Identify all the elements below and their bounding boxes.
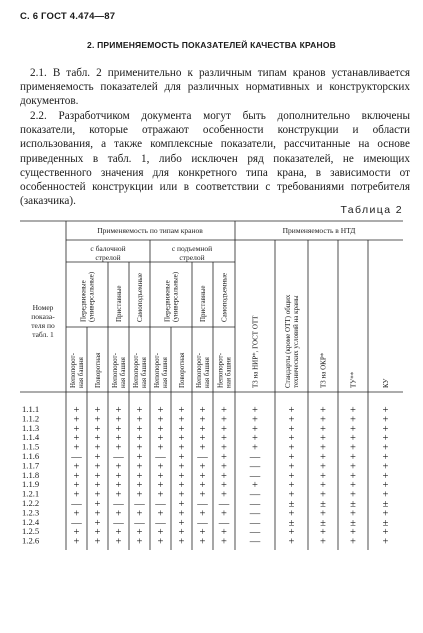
cell-mark: + [94,489,101,501]
row-number-header: Номер [32,303,54,312]
cell-mark: + [199,405,206,416]
cell-mark: + [199,489,206,501]
cell-mark: + [252,442,258,454]
cell-mark: + [320,433,326,445]
ntd-document-label: Стандарты (кроме ОТТ) общих [283,294,292,388]
cell-mark: + [136,423,143,435]
cell-mark: + [157,405,164,416]
tower-type-label: ная башня [118,357,127,388]
cell-mark: + [288,442,295,454]
row-id: 1.1.6 [22,451,40,461]
cell-mark: + [288,527,295,539]
cell-mark: + [252,405,258,416]
cell-mark: — [155,499,166,510]
cell-mark: + [157,433,164,445]
boom-luffing-header: стрелой [179,253,205,262]
cell-mark: + [115,461,122,473]
cell-mark: + [178,452,185,463]
ntd-document-label: ТЗ на ОКР* [319,352,328,388]
tower-type-label: ная башня [160,357,169,388]
paragraph-2-1: 2.1. В табл. 2 применительно к различным типам кранов устанавливается применяемость показателей для различных нормативных и конструкторских документов. [20,67,410,108]
cell-mark: + [350,527,356,539]
cell-mark: + [73,461,80,473]
cell-mark: + [199,442,206,454]
cell-mark: — [249,470,261,482]
cell-mark: + [73,423,80,435]
row-id: 1.1.3 [22,422,40,433]
cell-mark: + [178,508,185,520]
cell-mark: + [115,536,122,548]
cell-mark: + [94,517,101,529]
tower-type-label: Непопорот- [131,353,140,388]
row-id: 1.2.6 [22,535,40,546]
boom-luffing-header: с подъемной [171,244,213,253]
row-id: 1.1.8 [22,469,40,480]
cell-mark: + [115,470,122,482]
cell-mark: + [350,433,356,445]
cell-mark: + [199,461,206,473]
cell-mark: + [73,536,80,548]
cell-mark: + [382,433,389,445]
cell-mark: + [178,414,185,426]
cell-mark: — [249,527,261,539]
tower-type-label: ная башня [224,357,233,388]
cell-mark: + [157,480,164,492]
cell-mark: — [249,508,261,520]
cell-mark: + [382,536,389,548]
cell-mark: + [199,480,206,492]
row-id: 1.1.2 [22,413,40,424]
cell-mark: + [136,414,143,426]
section-title: 2. ПРИМЕНЯЕМОСТЬ ПОКАЗАТЕЛЕЙ КАЧЕСТВА КРАНОВ [87,40,336,50]
tower-type-label: ная башня [202,357,211,388]
cell-mark: + [350,461,356,473]
cell-mark: + [382,452,389,463]
cell-mark: + [136,480,143,492]
cell-mark: + [221,461,227,473]
row-id: 1.1.5 [22,441,40,452]
cell-mark: + [73,470,80,482]
row-number-header: показа- [31,312,55,321]
tower-type-label: Непопорот- [216,353,225,388]
tower-type-label: Поворотная [177,352,186,388]
cell-mark: + [320,470,326,482]
crane-type-label: Передвижные [163,280,172,322]
cell-mark: + [94,461,101,473]
cell-mark: + [221,527,227,539]
row-id: 1.2.1 [22,488,40,499]
cell-mark: + [94,442,101,454]
cell-mark: + [320,461,326,473]
crane-type-label: (универсальные) [87,271,96,322]
row-number-header: теля по [31,321,55,330]
cell-mark: ± [288,517,295,529]
cell-mark: + [350,405,356,416]
cell-mark: ± [382,517,389,529]
cell-mark: — [71,499,82,510]
cell-mark: + [136,442,143,454]
cell-mark: + [382,489,389,501]
row-id: 1.1.7 [22,460,40,471]
cell-mark: + [288,480,295,492]
cell-mark: + [382,414,389,426]
tower-type-label: Непопорот- [110,353,119,388]
cell-mark: + [320,452,326,463]
cell-mark: — [197,499,208,510]
cell-mark: + [115,423,122,435]
crane-type-label: Самоподъемные [220,272,229,322]
cell-mark: + [252,423,258,435]
cell-mark: + [73,527,80,539]
cell-mark: + [382,423,389,435]
cell-mark: + [136,461,143,473]
ntd-document-label: ТУ** [349,371,358,388]
cell-mark: + [94,499,101,510]
tower-type-label: Непопорот- [68,353,77,388]
cell-mark: + [382,470,389,482]
cell-mark: + [320,442,326,454]
cell-mark: + [320,414,326,426]
cell-mark: + [199,433,206,445]
crane-type-label: Приставные [198,285,207,322]
cell-mark: + [136,433,143,445]
cell-mark: + [221,423,227,435]
cell-mark: — [218,499,230,510]
table-caption: Таблица 2 [340,204,403,216]
cell-mark: + [221,405,227,416]
cell-mark: + [73,480,80,492]
cell-mark: + [178,423,185,435]
ntd-applicability-header: Применяемость в НТД [282,226,356,235]
row-id: 1.2.4 [22,516,40,527]
cell-mark: ± [350,517,356,529]
cell-mark: — [197,517,208,529]
cell-mark: + [178,433,185,445]
cell-mark: ± [320,517,326,529]
cell-mark: + [221,480,227,492]
cell-mark: + [288,508,295,520]
cell-mark: — [71,517,82,529]
cell-mark: — [113,517,124,529]
cell-mark: + [94,470,101,482]
cell-mark: + [157,489,164,501]
cell-mark: + [320,489,326,501]
cell-mark: + [73,442,80,454]
cell-mark: + [221,442,227,454]
cell-mark: — [155,517,166,529]
crane-type-label: Самоподъемные [135,272,144,322]
cell-mark: + [320,480,326,492]
cell-mark: + [94,405,101,416]
cell-mark: — [113,499,124,510]
cell-mark: — [134,517,145,529]
cell-mark: + [94,536,101,548]
cell-mark: + [73,489,80,501]
cell-mark: + [221,414,227,426]
cell-mark: + [221,508,227,520]
cell-mark: + [115,442,122,454]
cell-mark: + [94,452,101,463]
crane-type-label: Приставные [114,285,123,322]
cell-mark: — [134,499,145,510]
cell-mark: + [288,433,295,445]
cell-mark: + [320,536,326,548]
cell-mark: + [157,461,164,473]
page-header: С. 6 ГОСТ 4.474—87 [20,11,116,22]
type-applicability-header: Применяемость по типам кранов [97,226,203,235]
row-id: 1.2.5 [22,526,40,537]
cell-mark: + [178,517,185,529]
cell-mark: + [136,536,143,548]
cell-mark: — [249,499,261,510]
cell-mark: + [178,461,185,473]
cell-mark: — [155,452,166,463]
cell-mark: + [350,508,356,520]
cell-mark: + [382,442,389,454]
cell-mark: + [288,489,295,501]
tower-type-label: Непопорот- [194,353,203,388]
cell-mark: + [73,414,80,426]
boom-beam-header: с балочной [90,244,126,253]
tower-type-label: ная башня [139,357,148,388]
cell-mark: + [73,405,80,416]
cell-mark: + [157,414,164,426]
cell-mark: + [350,489,356,501]
cell-mark: + [157,423,164,435]
cell-mark: + [382,527,389,539]
ntd-document-label: ТЗ на НИР*, ГОСТ ОТТ [251,315,260,388]
cell-mark: + [178,499,185,510]
cell-mark: + [94,480,101,492]
cell-mark: + [136,405,143,416]
crane-type-label: (универсальные) [171,271,180,322]
cell-mark: + [199,470,206,482]
cell-mark: + [288,470,295,482]
cell-mark: + [157,442,164,454]
cell-mark: + [252,414,258,426]
cell-mark: — [249,517,261,529]
cell-mark: + [136,452,143,463]
cell-mark: + [221,452,227,463]
cell-mark: + [157,470,164,482]
cell-mark: ± [350,499,356,510]
cell-mark: ± [382,499,389,510]
cell-mark: + [288,405,295,416]
cell-mark: — [249,452,261,463]
cell-mark: — [113,452,124,463]
cell-mark: + [136,489,143,501]
boom-beam-header: стрелой [95,253,121,262]
cell-mark: + [350,423,356,435]
row-number-header: табл. 1 [32,330,54,339]
cell-mark: — [249,536,261,548]
cell-mark: + [350,414,356,426]
row-id: 1.1.9 [22,479,40,490]
cell-mark: + [350,480,356,492]
cell-mark: + [221,470,227,482]
cell-mark: + [136,508,143,520]
cell-mark: + [252,433,258,445]
cell-mark: + [221,536,227,548]
cell-mark: + [136,527,143,539]
cell-mark: + [350,452,356,463]
cell-mark: + [178,480,185,492]
cell-mark: + [178,405,185,416]
cell-mark: + [178,536,185,548]
cell-mark: + [94,414,101,426]
cell-mark: + [73,508,80,520]
ntd-document-label: КУ [381,378,390,388]
cell-mark: + [115,414,122,426]
tower-type-label: Непопорот- [152,353,161,388]
cell-mark: + [178,470,185,482]
cell-mark: + [320,423,326,435]
cell-mark: + [157,536,164,548]
cell-mark: + [288,414,295,426]
cell-mark: + [320,527,326,539]
cell-mark: + [115,480,122,492]
cell-mark: + [115,527,122,539]
cell-mark: + [382,508,389,520]
cell-mark: + [115,405,122,416]
cell-mark: + [199,536,206,548]
cell-mark: + [288,423,295,435]
cell-mark: + [199,414,206,426]
tower-type-label: ная башня [76,357,85,388]
cell-mark: + [157,527,164,539]
cell-mark: + [350,470,356,482]
row-id: 1.2.3 [22,507,40,518]
cell-mark: + [382,405,389,416]
cell-mark: + [115,508,122,520]
cell-mark: + [157,508,164,520]
tower-type-label: Поворотная [93,352,102,388]
cell-mark: + [178,442,185,454]
cell-mark: + [94,423,101,435]
cell-mark: — [249,461,261,473]
cell-mark: + [94,508,101,520]
cell-mark: + [178,527,185,539]
cell-mark: + [115,433,122,445]
cell-mark: — [218,517,230,529]
cell-mark: + [94,433,101,445]
row-id: 1.1.1 [22,404,40,414]
paragraph-2-2: 2.2. Разработчиком документа могут быть дополнительно включены показатели, которые отражают особенности конструкции и области использования, а также комплексные показатели, рассчитанные на основе приведенных в табл. 1, либо исключен ряд показателей, не имеющих существенного значения для конкретного типа крана, в зависимости от особенностей конструкции или в соответствии с требованиями потребителя (заказчика). [20,110,410,208]
cell-mark: + [288,452,295,463]
cell-mark: + [288,461,295,473]
cell-mark: + [221,433,227,445]
cell-mark: + [136,470,143,482]
cell-mark: + [199,527,206,539]
cell-mark: + [94,527,101,539]
cell-mark: ± [320,499,326,510]
cell-mark: + [382,480,389,492]
cell-mark: + [382,461,389,473]
cell-mark: — [249,489,261,501]
cell-mark: + [199,508,206,520]
row-id: 1.1.4 [22,432,40,443]
cell-mark: + [320,508,326,520]
cell-mark: + [252,480,258,492]
cell-mark: + [115,489,122,501]
cell-mark: — [197,452,208,463]
cell-mark: — [71,452,82,463]
row-id: 1.2.2 [22,498,40,508]
crane-type-label: Передвижные [79,280,88,322]
cell-mark: + [350,536,356,548]
cell-mark: + [178,489,185,501]
ntd-document-label: технических условий на краны [291,295,300,388]
cell-mark: + [288,536,295,548]
cell-mark: ± [288,499,295,510]
cell-mark: + [350,442,356,454]
cell-mark: + [73,433,80,445]
cell-mark: + [320,405,326,416]
cell-mark: + [199,423,206,435]
cell-mark: + [221,489,227,501]
